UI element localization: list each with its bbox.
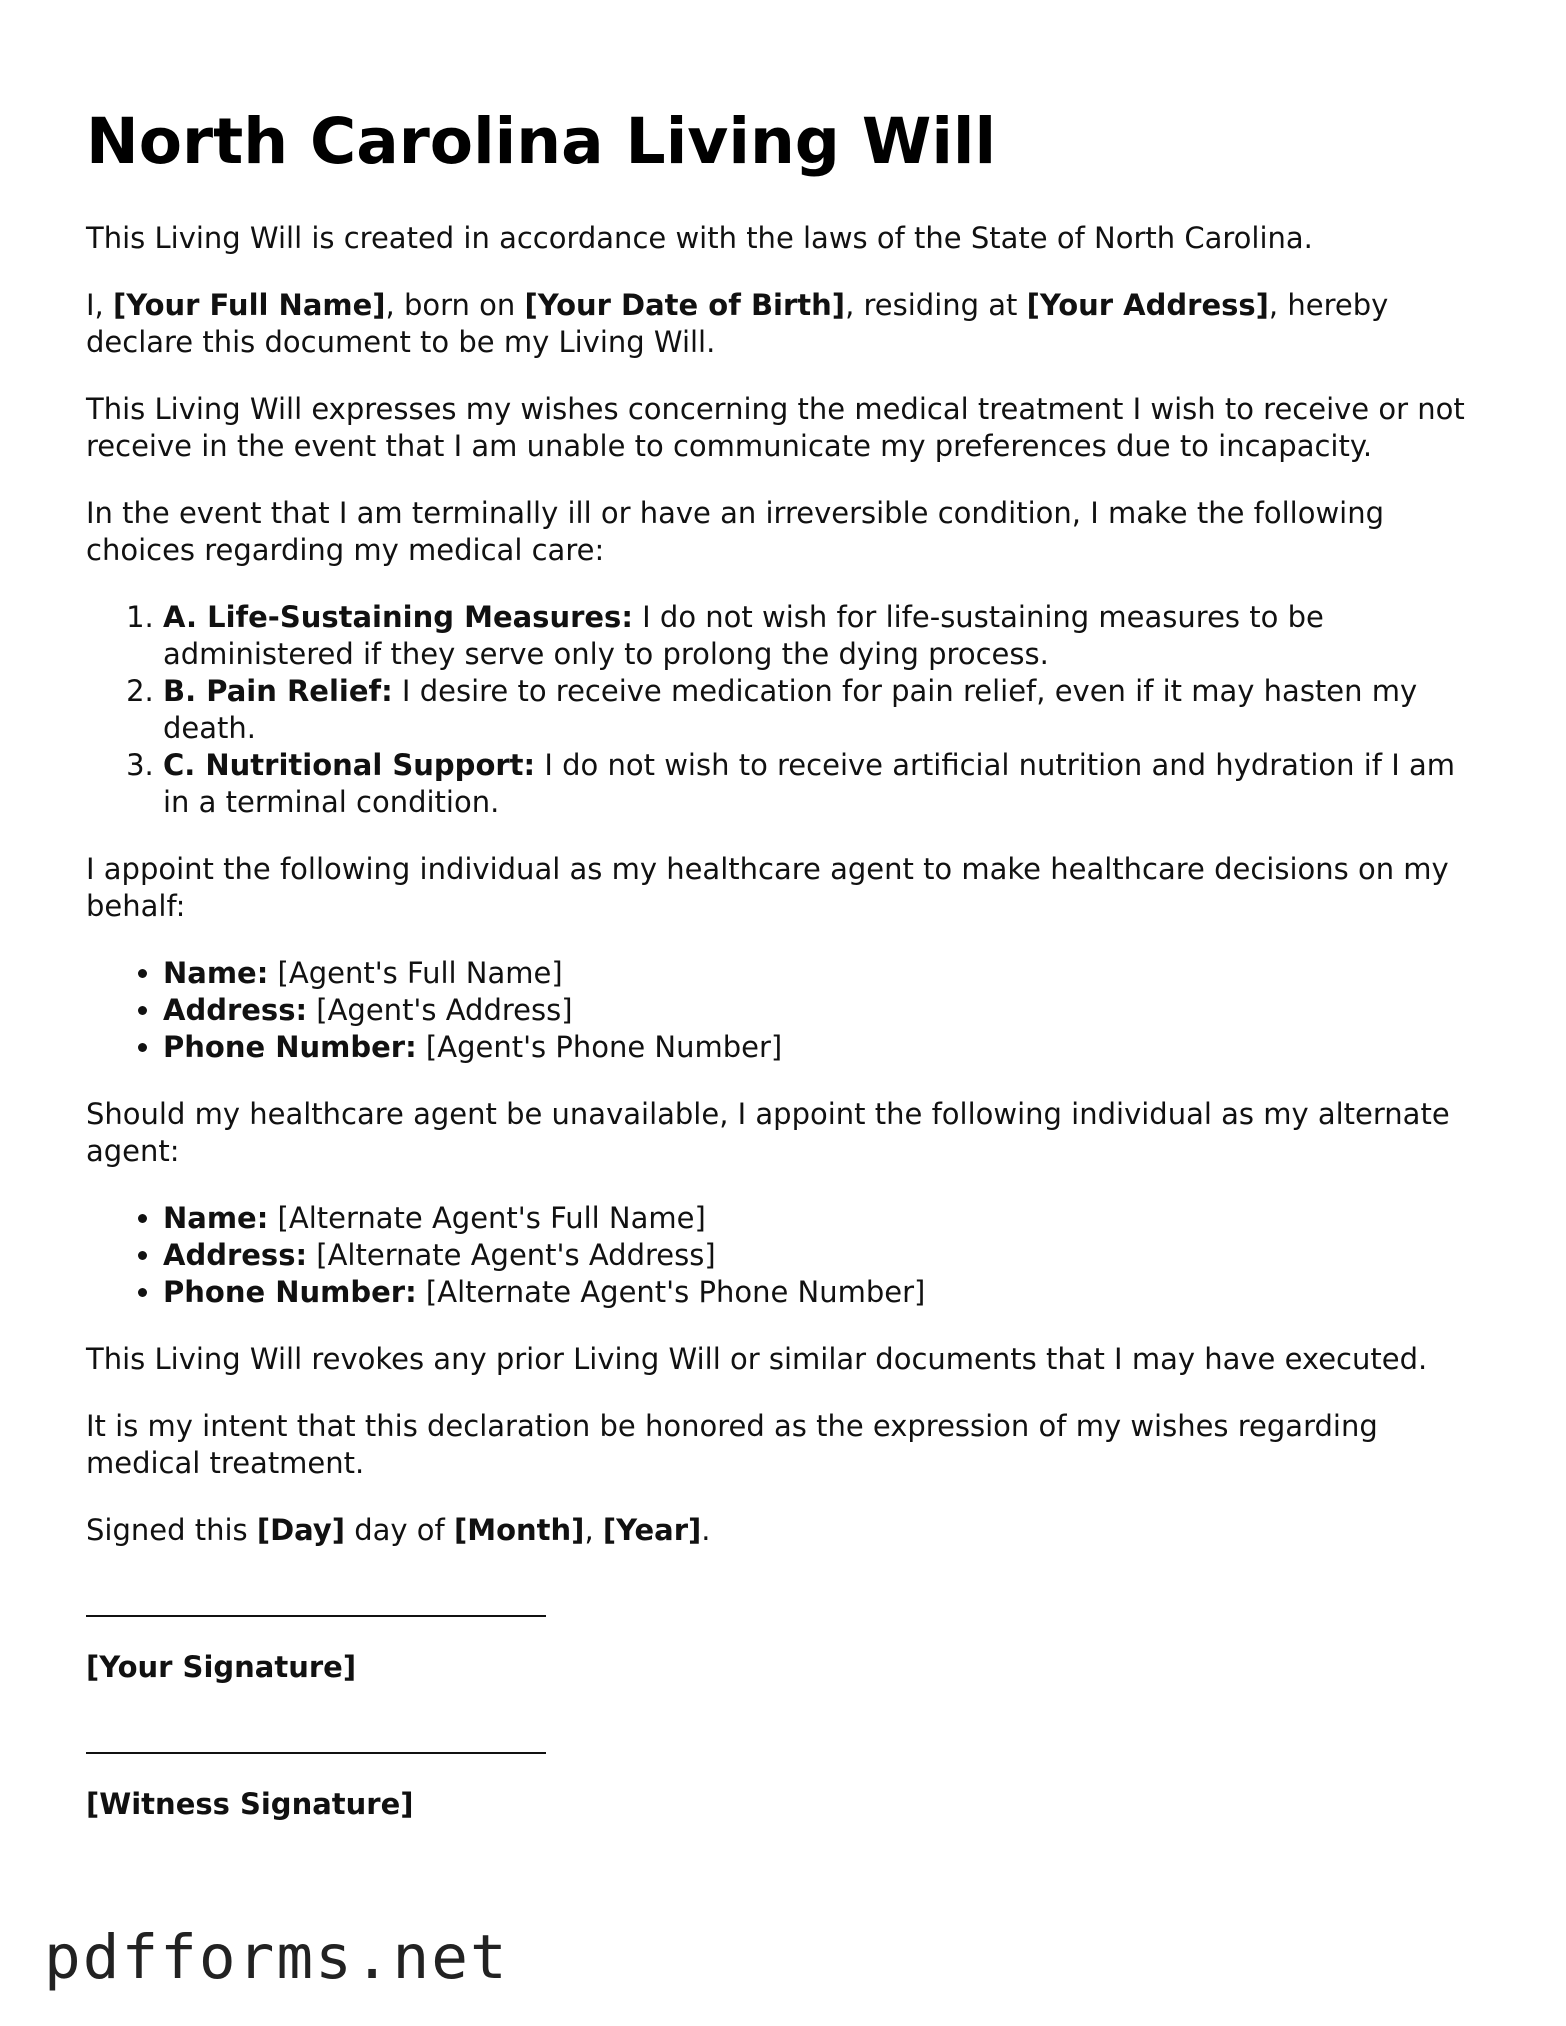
choice-item-nutritional-support [163, 747, 1486, 821]
declaration-paragraph [86, 287, 1486, 361]
year-placeholder: [Year] [602, 1512, 702, 1547]
field-label: Phone Number: [163, 1274, 417, 1309]
signed-text-1: Signed this [86, 1512, 257, 1547]
field-label: Phone Number: [163, 1029, 417, 1064]
choice-label: B. Pain Relief: [163, 673, 393, 708]
alternate-address-item [163, 1237, 1486, 1274]
alternate-intro-paragraph: Should my healthcare agent be unavailable, I appoint the following individual as my alternate agent: [86, 1096, 1450, 1168]
choices-intro-paragraph: In the event that I am terminally ill or have an irreversible condition, I make the following choices regarding my medical care: [86, 495, 1385, 567]
agent-intro-paragraph: I appoint the following individual as my healthcare agent to make healthcare decisions on my behalf: [86, 851, 1449, 923]
agent-details-list [86, 955, 1486, 1066]
declaration-text-3: , residing at [845, 287, 1027, 322]
alternate-name-item [163, 1200, 1486, 1237]
choice-item-pain-relief [163, 673, 1486, 747]
signed-text-2: day of [345, 1512, 454, 1547]
choice-label: C. Nutritional Support: [163, 747, 536, 782]
choice-item-life-sustaining [163, 599, 1486, 673]
dob-placeholder: [Your Date of Birth] [524, 287, 846, 322]
field-value: [Agent's Phone Number] [416, 1029, 783, 1064]
full-name-placeholder: [Your Full Name] [113, 287, 386, 322]
agent-name-item [163, 955, 1486, 992]
declaration-text-2: , born on [385, 287, 525, 322]
alternate-agent-details-list [86, 1200, 1486, 1311]
address-placeholder: [Your Address] [1026, 287, 1269, 322]
field-value: [Alternate Agent's Full Name] [268, 1200, 706, 1235]
witness-signature-label: [Witness Signature] [86, 1786, 414, 1821]
field-label: Address: [163, 992, 308, 1027]
choice-text: I do not wish to receive artificial nutrition and hydration if I am in a terminal condition. [163, 747, 1455, 819]
choice-text: I do not wish for life-sustaining measures to be administered if they serve only to prolong the dying process. [163, 599, 1324, 671]
field-label: Name: [163, 1200, 269, 1235]
signed-text-4: . [701, 1512, 711, 1547]
witness-signature-line [86, 1752, 546, 1754]
document-page [86, 104, 1486, 1823]
month-placeholder: [Month] [453, 1512, 585, 1547]
field-value: [Agent's Full Name] [268, 955, 563, 990]
alternate-phone-item [163, 1274, 1486, 1311]
watermark-logo: pdfforms.net [44, 1922, 509, 1993]
choices-list [86, 599, 1486, 821]
intent-paragraph: It is my intent that this declaration be honored as the expression of my wishes regarding medical treatment. [86, 1408, 1378, 1480]
agent-address-item [163, 992, 1486, 1029]
declaration-text-1: I, [86, 287, 113, 322]
field-label: Name: [163, 955, 269, 990]
wishes-paragraph: This Living Will expresses my wishes concerning the medical treatment I wish to receive or not receive in the event that I am unable to communicate my preferences due to incapacity. [86, 391, 1465, 463]
field-value: [Alternate Agent's Address] [307, 1237, 716, 1272]
day-placeholder: [Day] [256, 1512, 346, 1547]
your-signature-label: [Your Signature] [86, 1649, 357, 1684]
choice-label: A. Life-Sustaining Measures: [163, 599, 633, 634]
field-label: Address: [163, 1237, 308, 1272]
intro-paragraph: This Living Will is created in accordance with the laws of the State of North Carolina. [86, 220, 1313, 255]
your-signature-line [86, 1615, 546, 1617]
signed-date-paragraph [86, 1512, 1486, 1549]
signed-text-3: , [584, 1512, 603, 1547]
field-value: [Alternate Agent's Phone Number] [416, 1274, 926, 1309]
revocation-paragraph: This Living Will revokes any prior Living Will or similar documents that I may have executed. [86, 1341, 1428, 1376]
agent-phone-item [163, 1029, 1486, 1066]
document-title: North Carolina Living Will [86, 105, 997, 178]
field-value: [Agent's Address] [307, 992, 573, 1027]
declaration-text-4: , hereby declare this document to be my Living Will. [86, 287, 1389, 359]
choice-text: I desire to receive medication for pain relief, even if it may hasten my death. [163, 673, 1418, 745]
